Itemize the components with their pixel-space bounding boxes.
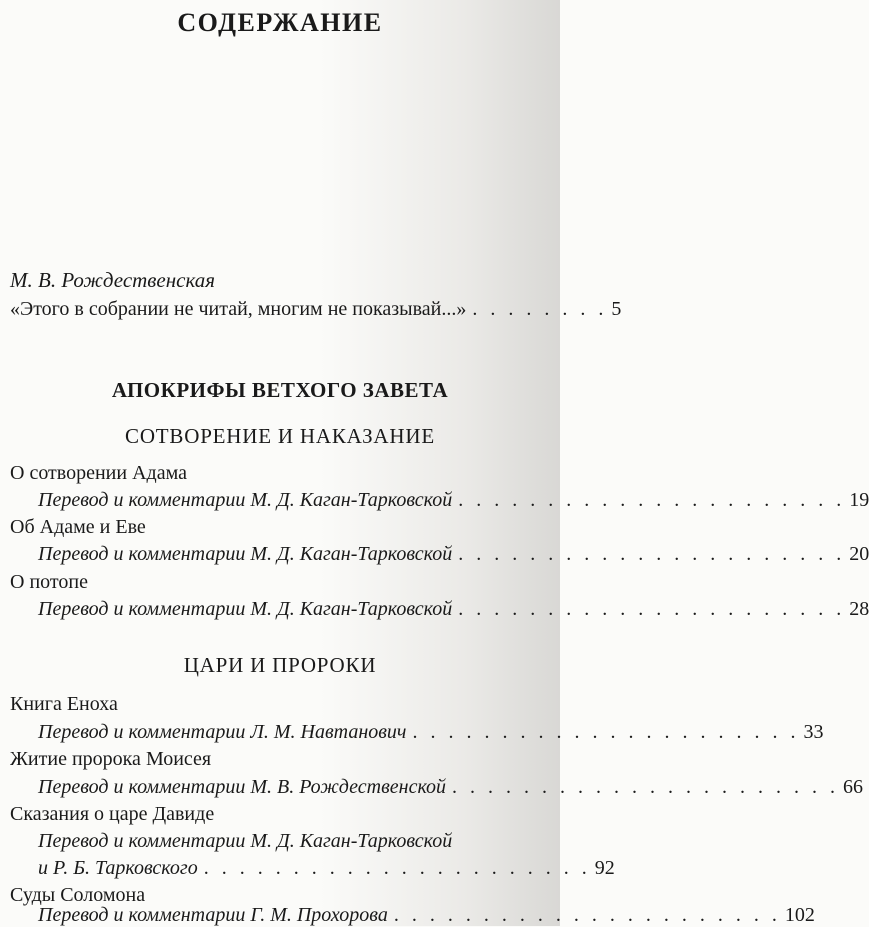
- page-number: 33: [803, 721, 824, 743]
- leader-dots: . . . . . . . . . . . . . . . . . . . . . .: [458, 489, 846, 511]
- entry-title[interactable]: Сказания о царе Давиде: [10, 803, 215, 825]
- page-number: 92: [594, 857, 615, 879]
- page-number: 102: [784, 904, 815, 926]
- entry-credit: Перевод и комментарии М. Д. Каган-Тарковской: [38, 830, 453, 852]
- section-heading: АПОКРИФЫ ВЕТХОГО ЗАВЕТА: [111, 378, 449, 402]
- entry-credit: Перевод и комментарии М. Д. Каган-Тарковской: [38, 598, 453, 620]
- subsection-heading-kings: ЦАРИ И ПРОРОКИ: [183, 653, 377, 677]
- entry-credit-row[interactable]: [38, 489, 869, 512]
- entry-credit-row[interactable]: [38, 721, 824, 744]
- entry-credit-row[interactable]: [38, 543, 869, 566]
- entry-credit: Перевод и комментарии М. Д. Каган-Тарковской: [38, 543, 453, 565]
- page-number: 19: [849, 489, 869, 511]
- leader-dots: . . . . . . . . . . . . . . . . . . . . . .: [412, 721, 800, 743]
- leader-dots: . . . . . . . . . . . . . . . . . . . . . .: [458, 543, 846, 565]
- entry-credit-row[interactable]: [38, 857, 615, 880]
- leader-dots: . . . . . . . . . . . . . . . . . . . . . .: [458, 598, 846, 620]
- intro-author: М. В. Рождественская: [10, 268, 216, 292]
- page-number: 66: [843, 776, 864, 798]
- entry-title[interactable]: О сотворении Адама: [10, 462, 187, 484]
- intro-entry[interactable]: [10, 298, 622, 321]
- intro-text: «Этого в собрании не читай, многим не показывай...»: [10, 298, 467, 320]
- leader-dots: . . . . . . . . . . . . . . . . . . . . . .: [393, 904, 781, 926]
- entry-title[interactable]: Суды Соломона: [10, 884, 146, 906]
- page-number: 28: [849, 598, 869, 620]
- entry-credit-row[interactable]: [38, 776, 864, 799]
- leader-dots: . . . . . . . . . . . . . . . . . . . . . .: [203, 857, 591, 879]
- leader-dots: . . . . . . . .: [472, 298, 608, 320]
- entry-title[interactable]: Об Адаме и Еве: [10, 516, 146, 538]
- page-number: 5: [611, 298, 622, 320]
- entry-credit-continued: и Р. Б. Тарковского: [38, 857, 198, 879]
- entry-credit: Перевод и комментарии Л. М. Навтанович: [38, 721, 407, 743]
- page-number: 20: [849, 543, 869, 565]
- entry-title[interactable]: Книга Еноха: [10, 693, 118, 715]
- subsection-heading-creation: СОТВОРЕНИЕ И НАКАЗАНИЕ: [125, 424, 435, 448]
- entry-credit: Перевод и комментарии Г. М. Прохорова: [38, 904, 388, 926]
- entry-title[interactable]: О потопе: [10, 571, 88, 593]
- page-title: СОДЕРЖАНИЕ: [177, 8, 383, 37]
- entry-credit-row[interactable]: [38, 904, 815, 926]
- leader-dots: . . . . . . . . . . . . . . . . . . . . . .: [452, 776, 840, 798]
- entry-credit: Перевод и комментарии М. В. Рождественской: [38, 776, 447, 798]
- entry-title[interactable]: Житие пророка Моисея: [10, 748, 212, 770]
- entry-credit: Перевод и комментарии М. Д. Каган-Тарковской: [38, 489, 453, 511]
- entry-credit-row[interactable]: [38, 598, 869, 621]
